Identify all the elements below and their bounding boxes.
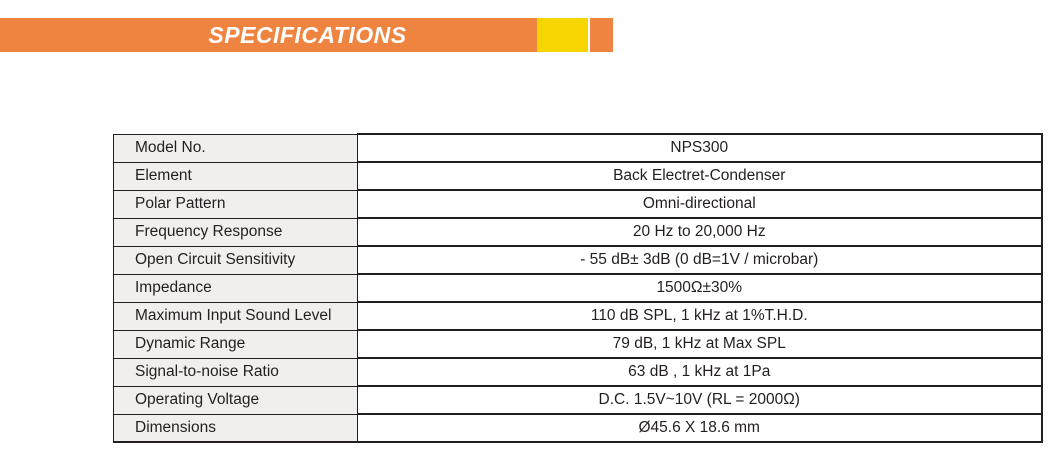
spec-label-signal-to-noise-ratio: Signal-to-noise Ratio [114, 358, 358, 386]
table-row [114, 302, 1042, 330]
table-row [114, 134, 1042, 162]
spec-value-polar-pattern: Omni-directional [358, 190, 1042, 218]
yellow-accent-block [537, 18, 588, 52]
table-row [114, 414, 1042, 442]
specifications-table [113, 133, 1043, 443]
table-row [114, 330, 1042, 358]
spec-value-model-no: NPS300 [358, 134, 1042, 162]
spec-label-impedance: Impedance [114, 274, 358, 302]
table-row [114, 386, 1042, 414]
spec-label-operating-voltage: Operating Voltage [114, 386, 358, 414]
section-title: SPECIFICATIONS [208, 22, 407, 48]
spec-value-frequency-response: 20 Hz to 20,000 Hz [358, 218, 1042, 246]
spec-label-dimensions: Dimensions [114, 414, 358, 442]
spec-label-element: Element [114, 162, 358, 190]
spec-label-polar-pattern: Polar Pattern [114, 190, 358, 218]
spec-label-model-no: Model No. [114, 134, 358, 162]
spec-value-impedance: 1500Ω±30% [358, 274, 1042, 302]
spec-label-max-input-sound-level: Maximum Input Sound Level [114, 302, 358, 330]
spec-value-max-input-sound-level: 110 dB SPL, 1 kHz at 1%T.H.D. [358, 302, 1042, 330]
spec-label-dynamic-range: Dynamic Range [114, 330, 358, 358]
spec-value-signal-to-noise-ratio: 63 dB , 1 kHz at 1Pa [358, 358, 1042, 386]
spec-value-open-circuit-sensitivity: - 55 dB± 3dB (0 dB=1V / microbar) [358, 246, 1042, 274]
table-row [114, 274, 1042, 302]
table-row [114, 162, 1042, 190]
spec-value-operating-voltage: D.C. 1.5V~10V (RL = 2000Ω) [358, 386, 1042, 414]
orange-accent-block [590, 18, 613, 52]
table-row [114, 190, 1042, 218]
spec-label-open-circuit-sensitivity: Open Circuit Sensitivity [114, 246, 358, 274]
spec-value-dimensions: Ø45.6 X 18.6 mm [358, 414, 1042, 442]
spec-value-dynamic-range: 79 dB, 1 kHz at Max SPL [358, 330, 1042, 358]
spec-value-element: Back Electret-Condenser [358, 162, 1042, 190]
spec-label-frequency-response: Frequency Response [114, 218, 358, 246]
table-row [114, 246, 1042, 274]
table-row [114, 358, 1042, 386]
specifications-banner [0, 18, 537, 52]
table-row [114, 218, 1042, 246]
